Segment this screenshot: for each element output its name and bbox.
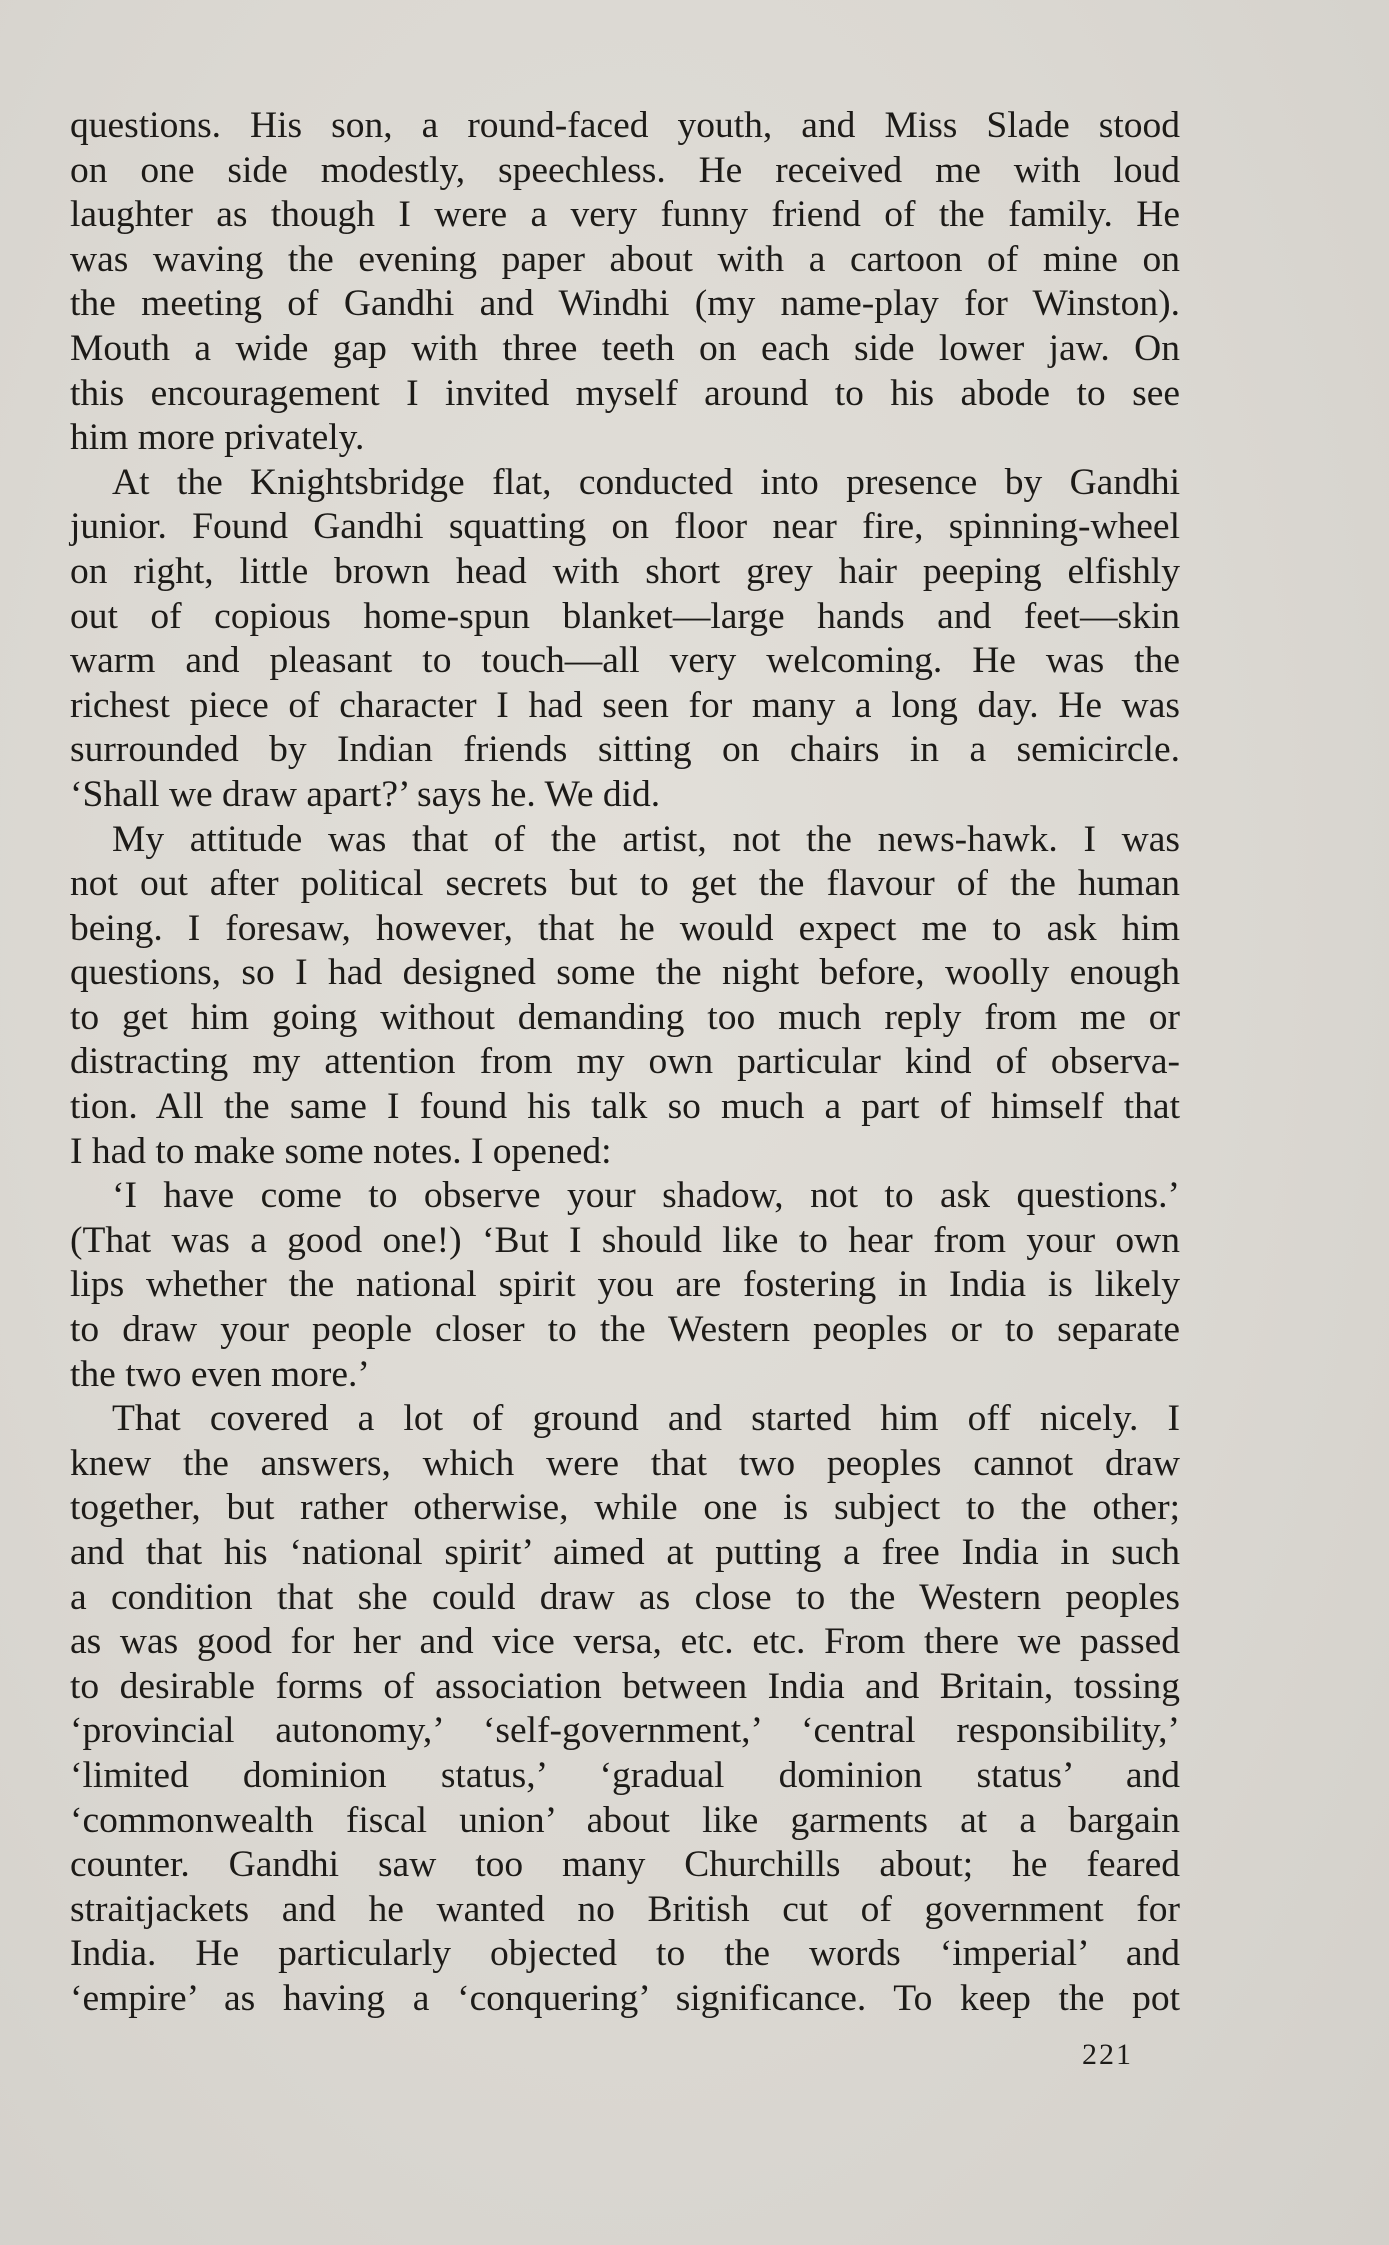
text-line: I had to make some notes. I opened: <box>70 1130 612 1172</box>
text-line: ‘provincial autonomy,’ ‘self-government,’ ‘central responsibility,’ <box>70 1710 1180 1752</box>
text-line: India. He particularly objected to the words ‘imperial’ and <box>70 1933 1180 1975</box>
text-line: ‘Shall we draw apart?’ says he. We did. <box>70 773 661 815</box>
text-line: him more privately. <box>70 417 365 459</box>
text-line: ‘limited dominion status,’ ‘gradual dominion status’ and <box>70 1754 1180 1796</box>
text-line: this encouragement I invited myself around to his abode to see <box>70 372 1180 414</box>
text-line: on one side modestly, speechless. He received me with loud <box>70 149 1180 191</box>
text-line: straitjackets and he wanted no British cut of government for <box>70 1888 1180 1930</box>
text-line: the meeting of Gandhi and Windhi (my name-play for Winston). <box>70 283 1180 325</box>
text-line: out of copious home-spun blanket—large hands and feet—skin <box>70 595 1180 637</box>
text-line: (That was a good one!) ‘But I should like to hear from your own <box>70 1219 1180 1261</box>
text-line: to draw your people closer to the Western peoples or to separate <box>70 1309 1180 1351</box>
text-line: ‘I have come to observe your shadow, not to ask questions.’ <box>112 1175 1180 1217</box>
body-text <box>70 104 1180 2022</box>
text-line: on right, little brown head with short grey hair peeping elfishly <box>70 550 1180 592</box>
text-line: junior. Found Gandhi squatting on floor near fire, spinning-wheel <box>70 506 1180 548</box>
text-line: to get him going without demanding too much reply from me or <box>70 996 1180 1038</box>
text-line: together, but rather otherwise, while one is subject to the other; <box>70 1487 1180 1529</box>
text-line: Mouth a wide gap with three teeth on each side lower jaw. On <box>70 327 1180 369</box>
text-line: being. I foresaw, however, that he would expect me to ask him <box>70 907 1180 949</box>
text-line: ‘empire’ as having a ‘conquering’ significance. To keep the pot <box>70 1977 1180 2019</box>
text-line: as was good for her and vice versa, etc. etc. From there we passed <box>70 1621 1180 1663</box>
text-line: laughter as though I were a very funny friend of the family. He <box>70 194 1180 236</box>
text-line: to desirable forms of association between India and Britain, tossing <box>70 1665 1180 1707</box>
text-line: warm and pleasant to touch—all very welcoming. He was the <box>70 640 1180 682</box>
text-line: questions. His son, a round-faced youth, and Miss Slade stood <box>70 105 1180 146</box>
text-line: knew the answers, which were that two peoples cannot draw <box>70 1442 1180 1484</box>
text-line: lips whether the national spirit you are fostering in India is likely <box>70 1264 1180 1306</box>
text-line: counter. Gandhi saw too many Churchills about; he feared <box>70 1844 1180 1886</box>
text-line: My attitude was that of the artist, not the news-hawk. I was <box>112 818 1180 860</box>
text-line: ‘commonwealth fiscal union’ about like garments at a bargain <box>70 1799 1180 1841</box>
text-line: the two even more.’ <box>70 1353 370 1395</box>
text-line: At the Knightsbridge flat, conducted into presence by Gandhi <box>112 461 1180 503</box>
text-line: not out after political secrets but to get the flavour of the human <box>70 863 1180 905</box>
text-line: tion. All the same I found his talk so much a part of himself that <box>70 1086 1180 1128</box>
text-line: distracting my attention from my own particular kind of observa- <box>70 1041 1180 1083</box>
text-line: richest piece of character I had seen for many a long day. He was <box>70 684 1180 726</box>
text-line: questions, so I had designed some the night before, woolly enough <box>70 952 1180 994</box>
text-line: and that his ‘national spirit’ aimed at putting a free India in such <box>70 1532 1180 1573</box>
page-number: 221 <box>1082 2038 1133 2071</box>
text-line: surrounded by Indian friends sitting on chairs in a semicircle. <box>70 729 1180 771</box>
text-line: a condition that she could draw as close to the Western peoples <box>70 1576 1180 1618</box>
text-line: was waving the evening paper about with a cartoon of mine on <box>70 238 1180 280</box>
text-line: That covered a lot of ground and started him off nicely. I <box>112 1398 1180 1440</box>
